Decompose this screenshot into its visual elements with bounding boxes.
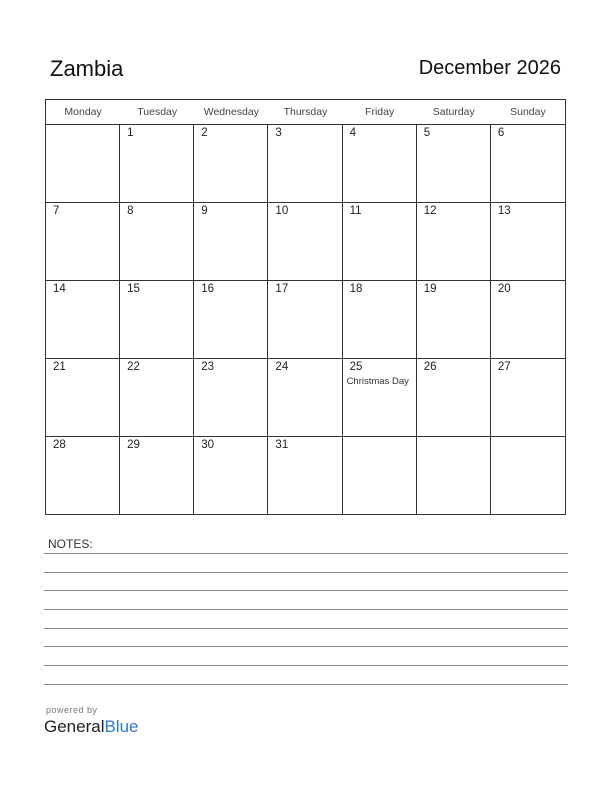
day-cell	[268, 125, 342, 202]
weekday-label: Thursday	[283, 106, 328, 118]
brand-blue-text: Blue	[104, 717, 139, 736]
weekday-header-row	[46, 100, 565, 125]
day-number: 13	[497, 205, 511, 217]
day-cell	[491, 359, 565, 436]
day-number: 19	[423, 283, 437, 295]
day-cell	[194, 125, 268, 202]
week-row	[46, 125, 565, 203]
day-cell	[417, 203, 491, 280]
day-cell	[491, 437, 565, 514]
day-number: 5	[423, 127, 431, 139]
day-number: 30	[201, 439, 215, 451]
weekday-label: Friday	[365, 106, 395, 118]
day-number: 16	[201, 283, 215, 295]
day-cell	[343, 359, 417, 436]
day-cell	[120, 203, 194, 280]
day-number: 20	[497, 283, 511, 295]
notes-label: NOTES:	[48, 537, 93, 551]
day-number: 23	[201, 361, 215, 373]
note-line	[44, 572, 568, 573]
day-number: 24	[275, 361, 289, 373]
weekday-label: Monday	[64, 106, 102, 118]
country-title: Zambia	[50, 56, 124, 81]
day-number: 26	[423, 361, 437, 373]
note-line	[44, 609, 568, 610]
day-number: 28	[53, 439, 66, 451]
day-cell	[120, 437, 194, 514]
day-cell	[491, 281, 565, 358]
holiday-label: Christmas Day	[346, 376, 409, 387]
weekday-label: Sunday	[510, 106, 546, 118]
day-cell	[194, 281, 268, 358]
day-cell	[268, 359, 342, 436]
day-cell	[46, 125, 120, 202]
brand-general-text: General	[44, 717, 105, 736]
day-cell	[46, 359, 120, 436]
day-number: 3	[275, 127, 282, 139]
day-cell	[194, 437, 268, 514]
note-line	[44, 665, 568, 666]
day-cell	[46, 203, 120, 280]
note-line	[44, 590, 568, 591]
day-number: 31	[275, 439, 289, 451]
day-cell	[120, 281, 194, 358]
day-cell	[491, 203, 565, 280]
day-cell	[120, 125, 194, 202]
note-line	[44, 684, 568, 685]
day-cell	[268, 281, 342, 358]
day-cell	[491, 125, 565, 202]
day-cell	[120, 359, 194, 436]
day-number: 8	[127, 205, 134, 217]
day-cell	[194, 203, 268, 280]
day-cell	[343, 281, 417, 358]
day-number: 21	[53, 361, 66, 373]
day-number: 1	[127, 127, 134, 139]
week-row	[46, 203, 565, 281]
week-row	[46, 281, 565, 359]
weekday-label: Tuesday	[137, 106, 178, 118]
day-number: 22	[127, 361, 140, 373]
powered-by-text: powered by	[46, 705, 98, 715]
day-number: 11	[349, 205, 362, 217]
day-number: 7	[53, 205, 60, 217]
day-cell	[268, 437, 342, 514]
weekday-label: Saturday	[432, 106, 475, 118]
day-number: 18	[349, 283, 363, 295]
weekday-label: Wednesday	[203, 106, 259, 118]
day-cell	[343, 125, 417, 202]
day-cell	[417, 437, 491, 514]
day-number: 29	[127, 439, 140, 451]
day-cell	[343, 437, 417, 514]
day-cell	[46, 281, 120, 358]
day-number: 12	[423, 205, 437, 217]
day-number: 15	[127, 283, 140, 295]
day-number: 9	[201, 205, 208, 217]
day-number: 17	[275, 283, 289, 295]
day-number: 25	[349, 361, 363, 373]
note-line	[44, 553, 568, 554]
note-line	[44, 628, 568, 629]
day-number: 4	[349, 127, 356, 139]
day-cell	[268, 203, 342, 280]
day-cell	[343, 203, 417, 280]
day-cell	[417, 281, 491, 358]
day-cell	[194, 359, 268, 436]
month-year-title: December 2026	[418, 57, 561, 79]
generalblue-logo[interactable]	[44, 717, 139, 737]
week-row	[46, 437, 565, 514]
day-number: 14	[53, 283, 66, 295]
day-number: 2	[201, 127, 208, 139]
note-line	[44, 646, 568, 647]
day-number: 6	[497, 127, 505, 139]
day-number: 10	[275, 205, 289, 217]
day-cell	[417, 359, 491, 436]
day-number: 27	[497, 361, 511, 373]
day-cell	[417, 125, 491, 202]
day-cell	[46, 437, 120, 514]
week-row	[46, 359, 565, 437]
calendar-grid	[45, 99, 566, 515]
